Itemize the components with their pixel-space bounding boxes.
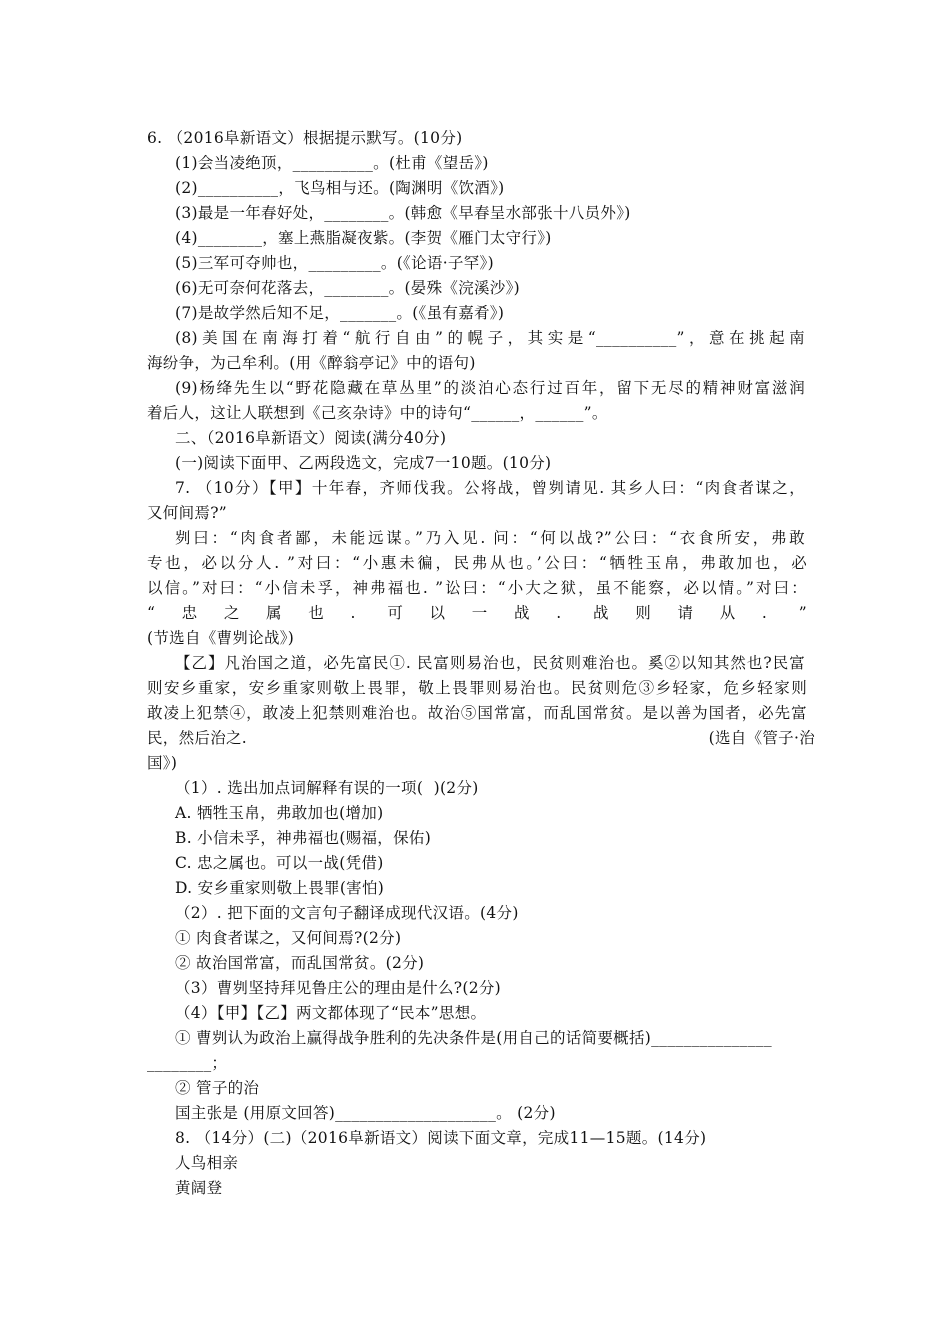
q7-sub1-option-b: B. 小信未孚，神弗福也(赐福，保佑) [175,829,432,847]
q6-item-9-line2: 着后人，这让人联想到《己亥杂诗》中的诗句“______，______”。 [147,404,608,422]
q7-jia-source: (节选自《曹刿论战》) [147,629,295,647]
q7-yi-line3: 敢凌上犯禁④，敢凌上犯禁则难治也。故治⑤国常富，而乱国常贫。是以善为国者，必先富 [147,704,807,722]
q6-item-2: (2)__________，飞鸟相与还。(陶渊明《饮酒》) [175,179,505,197]
q7-jia-line2: 又何间焉?” [147,504,228,522]
q6-item-3: (3)最是一年春好处，________。(韩愈《早春呈水部张十八员外》) [175,204,631,222]
q7-yi-source-part2: 国》) [147,754,178,772]
q7-sub1-option-a: A. 牺牲玉帛，弗敢加也(增加) [175,804,384,822]
q7-jia-line4: 专也，必以分人. ”对曰：“小惠未徧，民弗从也。’公曰：“牺牲玉帛，弗敢加也，必 [147,554,807,572]
q7-sub1-option-d: D. 安乡重家则敬上畏罪(害怕) [175,879,385,897]
q7-jia-line6: “忠之属也. 可以一战. 战则请从. ” [147,604,807,622]
q7-sub2-item1: ① 肉食者谋之，又何间焉?(2分) [175,929,402,947]
q7-sub4-item1-line1: ① 曹刿认为政治上赢得战争胜利的先决条件是(用自己的话简要概括)_______________ [175,1029,772,1047]
q7-jia-line5: 以信。”对曰：“小信未孚，神弗福也. ”讼曰：“小大之狱，虽不能察，必以情。”对曰： [147,579,807,597]
q7-sub4-item2-line2: 国主张是 (用原文回答)____________________。 (2分) [175,1104,556,1122]
q6-item-7: (7)是故学然后知不足，_______。(《虽有嘉肴》) [175,304,505,322]
article-author: 黄阔登 [175,1179,223,1197]
section2-heading: 二、（2016阜新语文）阅读(满分40分) [175,429,447,447]
q8-heading: 8. （14分）(二)（2016阜新语文）阅读下面文章，完成11—15题。(14分) [175,1129,707,1147]
q6-item-4: (4)________，塞上燕脂凝夜紫。(李贺《雁门太守行》) [175,229,552,247]
q7-jia-line3: 刿曰：“肉食者鄙，未能远谋。”乃入见. 问：“何以战?”公曰：“衣食所安，弗敢 [175,529,805,547]
reading1-instruction: (一)阅读下面甲、乙两段选文，完成7一10题。(10分) [175,454,552,472]
q6-item-8-line1: (8)美国在南海打着“航行自由”的幌子，其实是“__________”，意在挑起南 [175,329,805,347]
q6-item-8-line2: 海纷争，为己牟利。(用《醉翁亭记》中的语句) [147,354,476,372]
q7-sub2-item2: ② 故治国常富，而乱国常贫。(2分) [175,954,425,972]
q6-item-1: (1)会当凌绝顶，__________。(杜甫《望岳》) [175,154,489,172]
q7-sub4: （4）【甲】【乙】两文都体现了“民本”思想。 [175,1004,487,1022]
q7-jia-line1: 7. （10分）【甲】十年春，齐师伐我。公将战，曾刿请见. 其乡人曰：“肉食者谋之， [175,479,805,497]
q6-item-5: (5)三军可夺帅也，_________。(《论语·子罕》) [175,254,494,272]
q7-yi-line2: 则安乡重家，安乡重家则敬上畏罪，敬上畏罪则易治也。民贫则危③乡轻家，危乡轻家则 [147,679,807,697]
q7-sub1: （1）. 选出加点词解释有误的一项( )(2分) [175,779,479,797]
q7-yi-line1: 【乙】凡治国之道，必先富民①. 民富则易治也，民贫则难治也。奚②以知其然也?民富 [175,654,805,672]
q7-sub3: （3）曹刿坚持拜见鲁庄公的理由是什么?(2分) [175,979,502,997]
q6-item-6: (6)无可奈何花落去，________。(晏殊《浣溪沙》) [175,279,521,297]
q7-yi-line4: 民，然后治之. [147,729,248,747]
q7-sub4-item2-line1: ② 管子的治 [175,1079,260,1097]
q7-yi-source-part1: (选自《管子·治 [708,729,815,747]
q7-sub1-option-c: C. 忠之属也。可以一战(凭借) [175,854,384,872]
q7-sub2: （2）. 把下面的文言句子翻译成现代汉语。(4分) [175,904,519,922]
article-title: 人鸟相亲 [175,1154,239,1172]
q6-item-9-line1: (9)杨绛先生以“野花隐藏在草丛里”的淡泊心态行过百年，留下无尽的精神财富滋润 [175,379,805,397]
q7-sub4-item1-line2: ________； [147,1054,228,1072]
q6-heading: 6. （2016阜新语文）根据提示默写。(10分) [147,129,463,147]
